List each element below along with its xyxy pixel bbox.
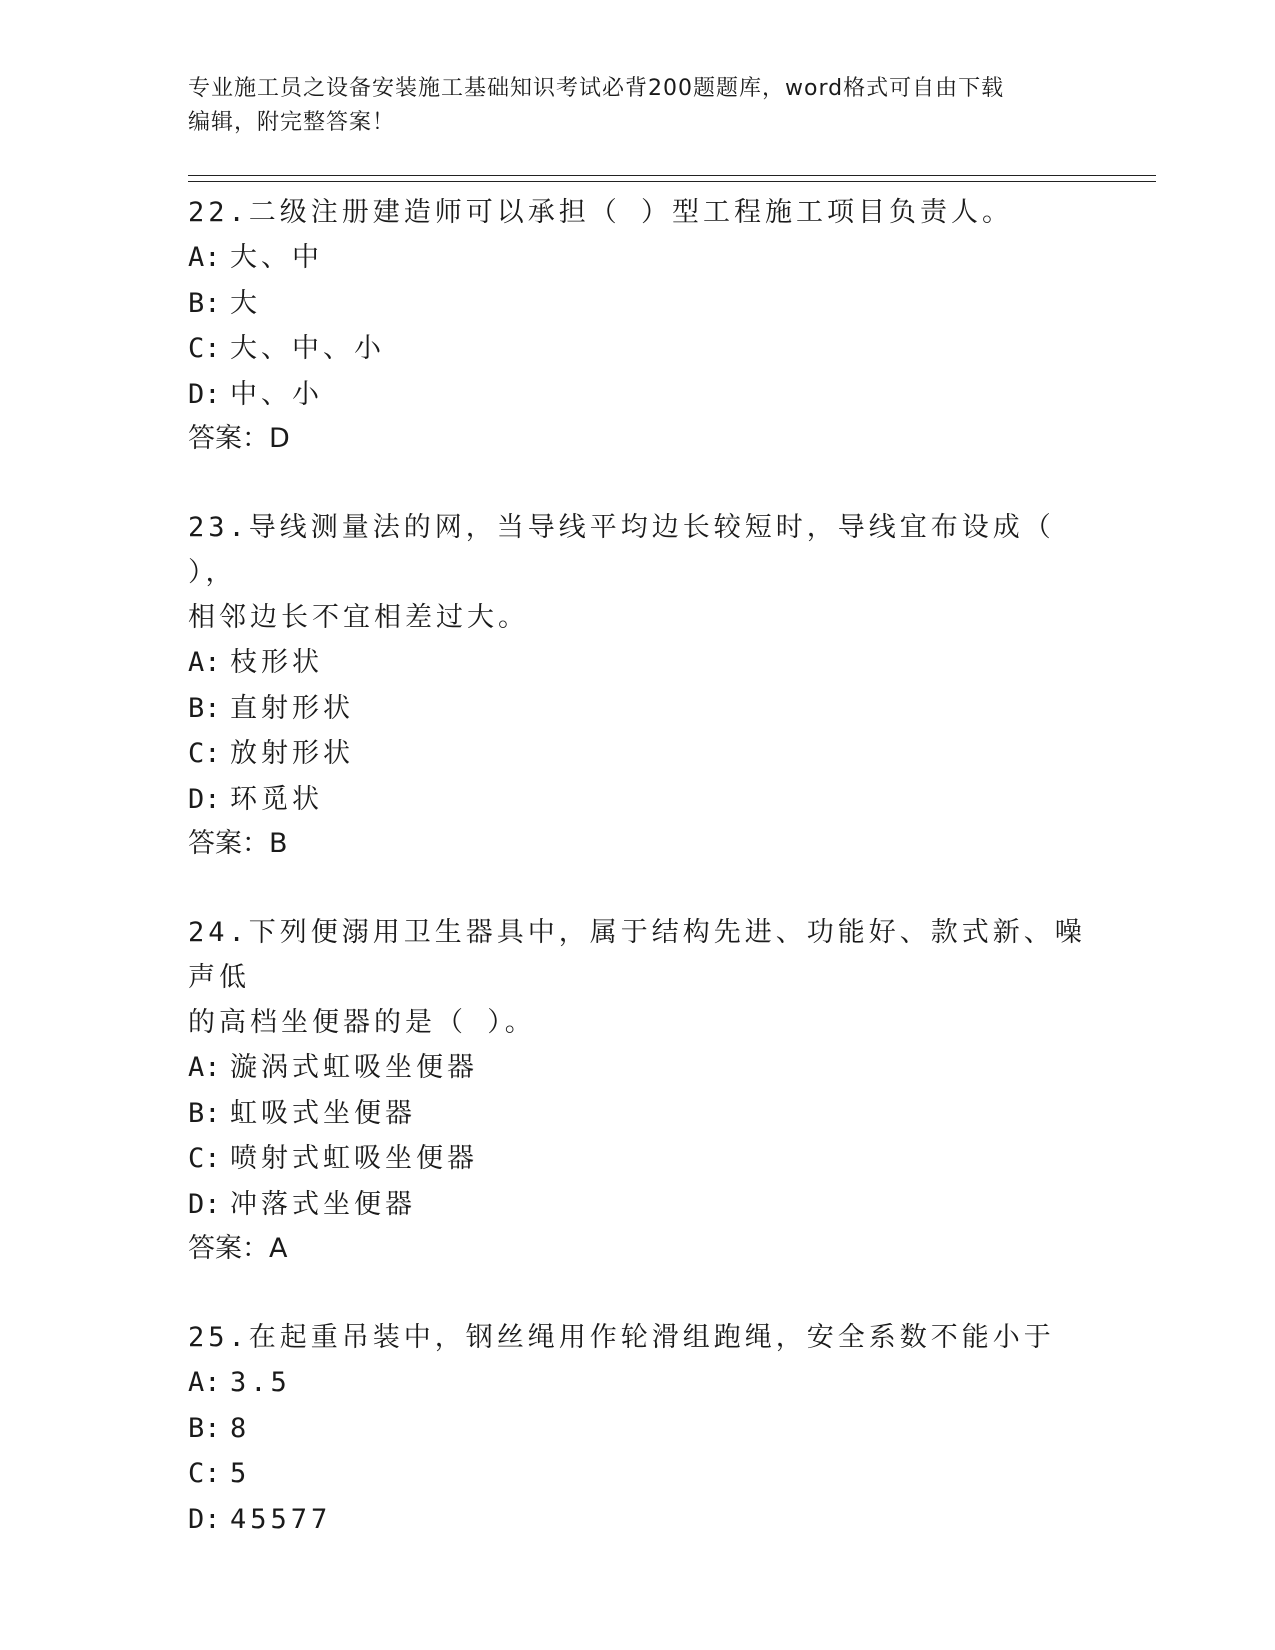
option-a bbox=[188, 1045, 1088, 1091]
question-spacer bbox=[188, 1271, 1088, 1315]
option-d bbox=[188, 777, 1088, 823]
question-text-continued: 相邻边长不宜相差过大。 bbox=[188, 602, 529, 633]
option-text: 45577 bbox=[230, 1503, 332, 1535]
question-25 bbox=[188, 1315, 1088, 1542]
option-b bbox=[188, 281, 1088, 327]
question-22 bbox=[188, 190, 1088, 461]
answer-line: 答案：D bbox=[188, 423, 290, 454]
option-b bbox=[188, 686, 1088, 732]
option-letter: D: bbox=[188, 1188, 221, 1220]
option-text: 大 bbox=[230, 287, 261, 319]
option-text: 8 bbox=[230, 1412, 251, 1444]
option-text: 直射形状 bbox=[230, 692, 354, 724]
question-text: 25.在起重吊装中，钢丝绳用作轮滑组跑绳，安全系数不能小于 bbox=[188, 1322, 1055, 1353]
question-24 bbox=[188, 910, 1088, 1271]
question-23 bbox=[188, 505, 1088, 866]
header-line-2: 编辑，附完整答案！ bbox=[188, 110, 396, 135]
question-text: 23.导线测量法的网，当导线平均边长较短时，导线宜布设成（ ）， bbox=[188, 512, 1055, 588]
option-letter: B: bbox=[188, 1097, 221, 1129]
option-letter: C: bbox=[188, 738, 221, 769]
question-spacer bbox=[188, 866, 1088, 910]
question-text: 24.下列便溺用卫生器具中，属于结构先进、功能好、款式新、噪声低 bbox=[188, 917, 1086, 993]
option-letter: C: bbox=[188, 1458, 221, 1489]
option-text: 虹吸式坐便器 bbox=[230, 1097, 416, 1129]
option-letter: B: bbox=[188, 1412, 221, 1444]
option-text: 大、中 bbox=[230, 242, 323, 273]
option-letter: B: bbox=[188, 287, 221, 319]
option-d bbox=[188, 372, 1088, 418]
header-divider-bottom bbox=[188, 181, 1156, 182]
option-text: 环觅状 bbox=[230, 783, 323, 815]
option-c bbox=[188, 1136, 1088, 1182]
option-a bbox=[188, 640, 1088, 686]
option-letter: D: bbox=[188, 783, 221, 815]
option-a bbox=[188, 235, 1088, 281]
header-divider-top bbox=[188, 175, 1156, 176]
option-c bbox=[188, 731, 1088, 777]
option-d bbox=[188, 1182, 1088, 1228]
option-letter: D: bbox=[188, 378, 221, 410]
option-b bbox=[188, 1091, 1088, 1137]
option-text: 喷射式虹吸坐便器 bbox=[230, 1143, 478, 1174]
option-c bbox=[188, 326, 1088, 372]
option-a bbox=[188, 1360, 1088, 1406]
option-text: 3.5 bbox=[230, 1367, 291, 1398]
question-text-continued: 的高档坐便器的是（ ）。 bbox=[188, 1007, 536, 1038]
option-text: 冲落式坐便器 bbox=[230, 1188, 416, 1220]
option-b bbox=[188, 1406, 1088, 1452]
option-text: 放射形状 bbox=[230, 738, 354, 769]
option-letter: C: bbox=[188, 1143, 221, 1174]
option-text: 漩涡式虹吸坐便器 bbox=[230, 1052, 478, 1083]
option-text: 中、小 bbox=[230, 378, 323, 410]
answer-line: 答案：A bbox=[188, 1233, 288, 1264]
option-letter: A: bbox=[188, 1052, 221, 1083]
question-spacer bbox=[188, 461, 1088, 505]
option-letter: A: bbox=[188, 647, 221, 678]
option-letter: C: bbox=[188, 333, 221, 364]
option-text: 大、中、小 bbox=[230, 333, 385, 364]
option-text: 5 bbox=[230, 1458, 251, 1489]
option-letter: D: bbox=[188, 1503, 221, 1535]
option-d bbox=[188, 1497, 1088, 1543]
option-letter: A: bbox=[188, 242, 221, 273]
question-text: 22.二级注册建造师可以承担（ ）型工程施工项目负责人。 bbox=[188, 197, 1014, 228]
option-letter: B: bbox=[188, 692, 221, 724]
answer-line: 答案：B bbox=[188, 828, 288, 859]
header-line-1: 专业施工员之设备安装施工基础知识考试必背200题题库，word格式可自由下载 bbox=[188, 76, 1005, 101]
option-c bbox=[188, 1451, 1088, 1497]
document-header bbox=[188, 72, 1088, 140]
option-text: 枝形状 bbox=[230, 647, 323, 678]
option-letter: A: bbox=[188, 1367, 221, 1398]
question-list bbox=[188, 190, 1088, 1542]
